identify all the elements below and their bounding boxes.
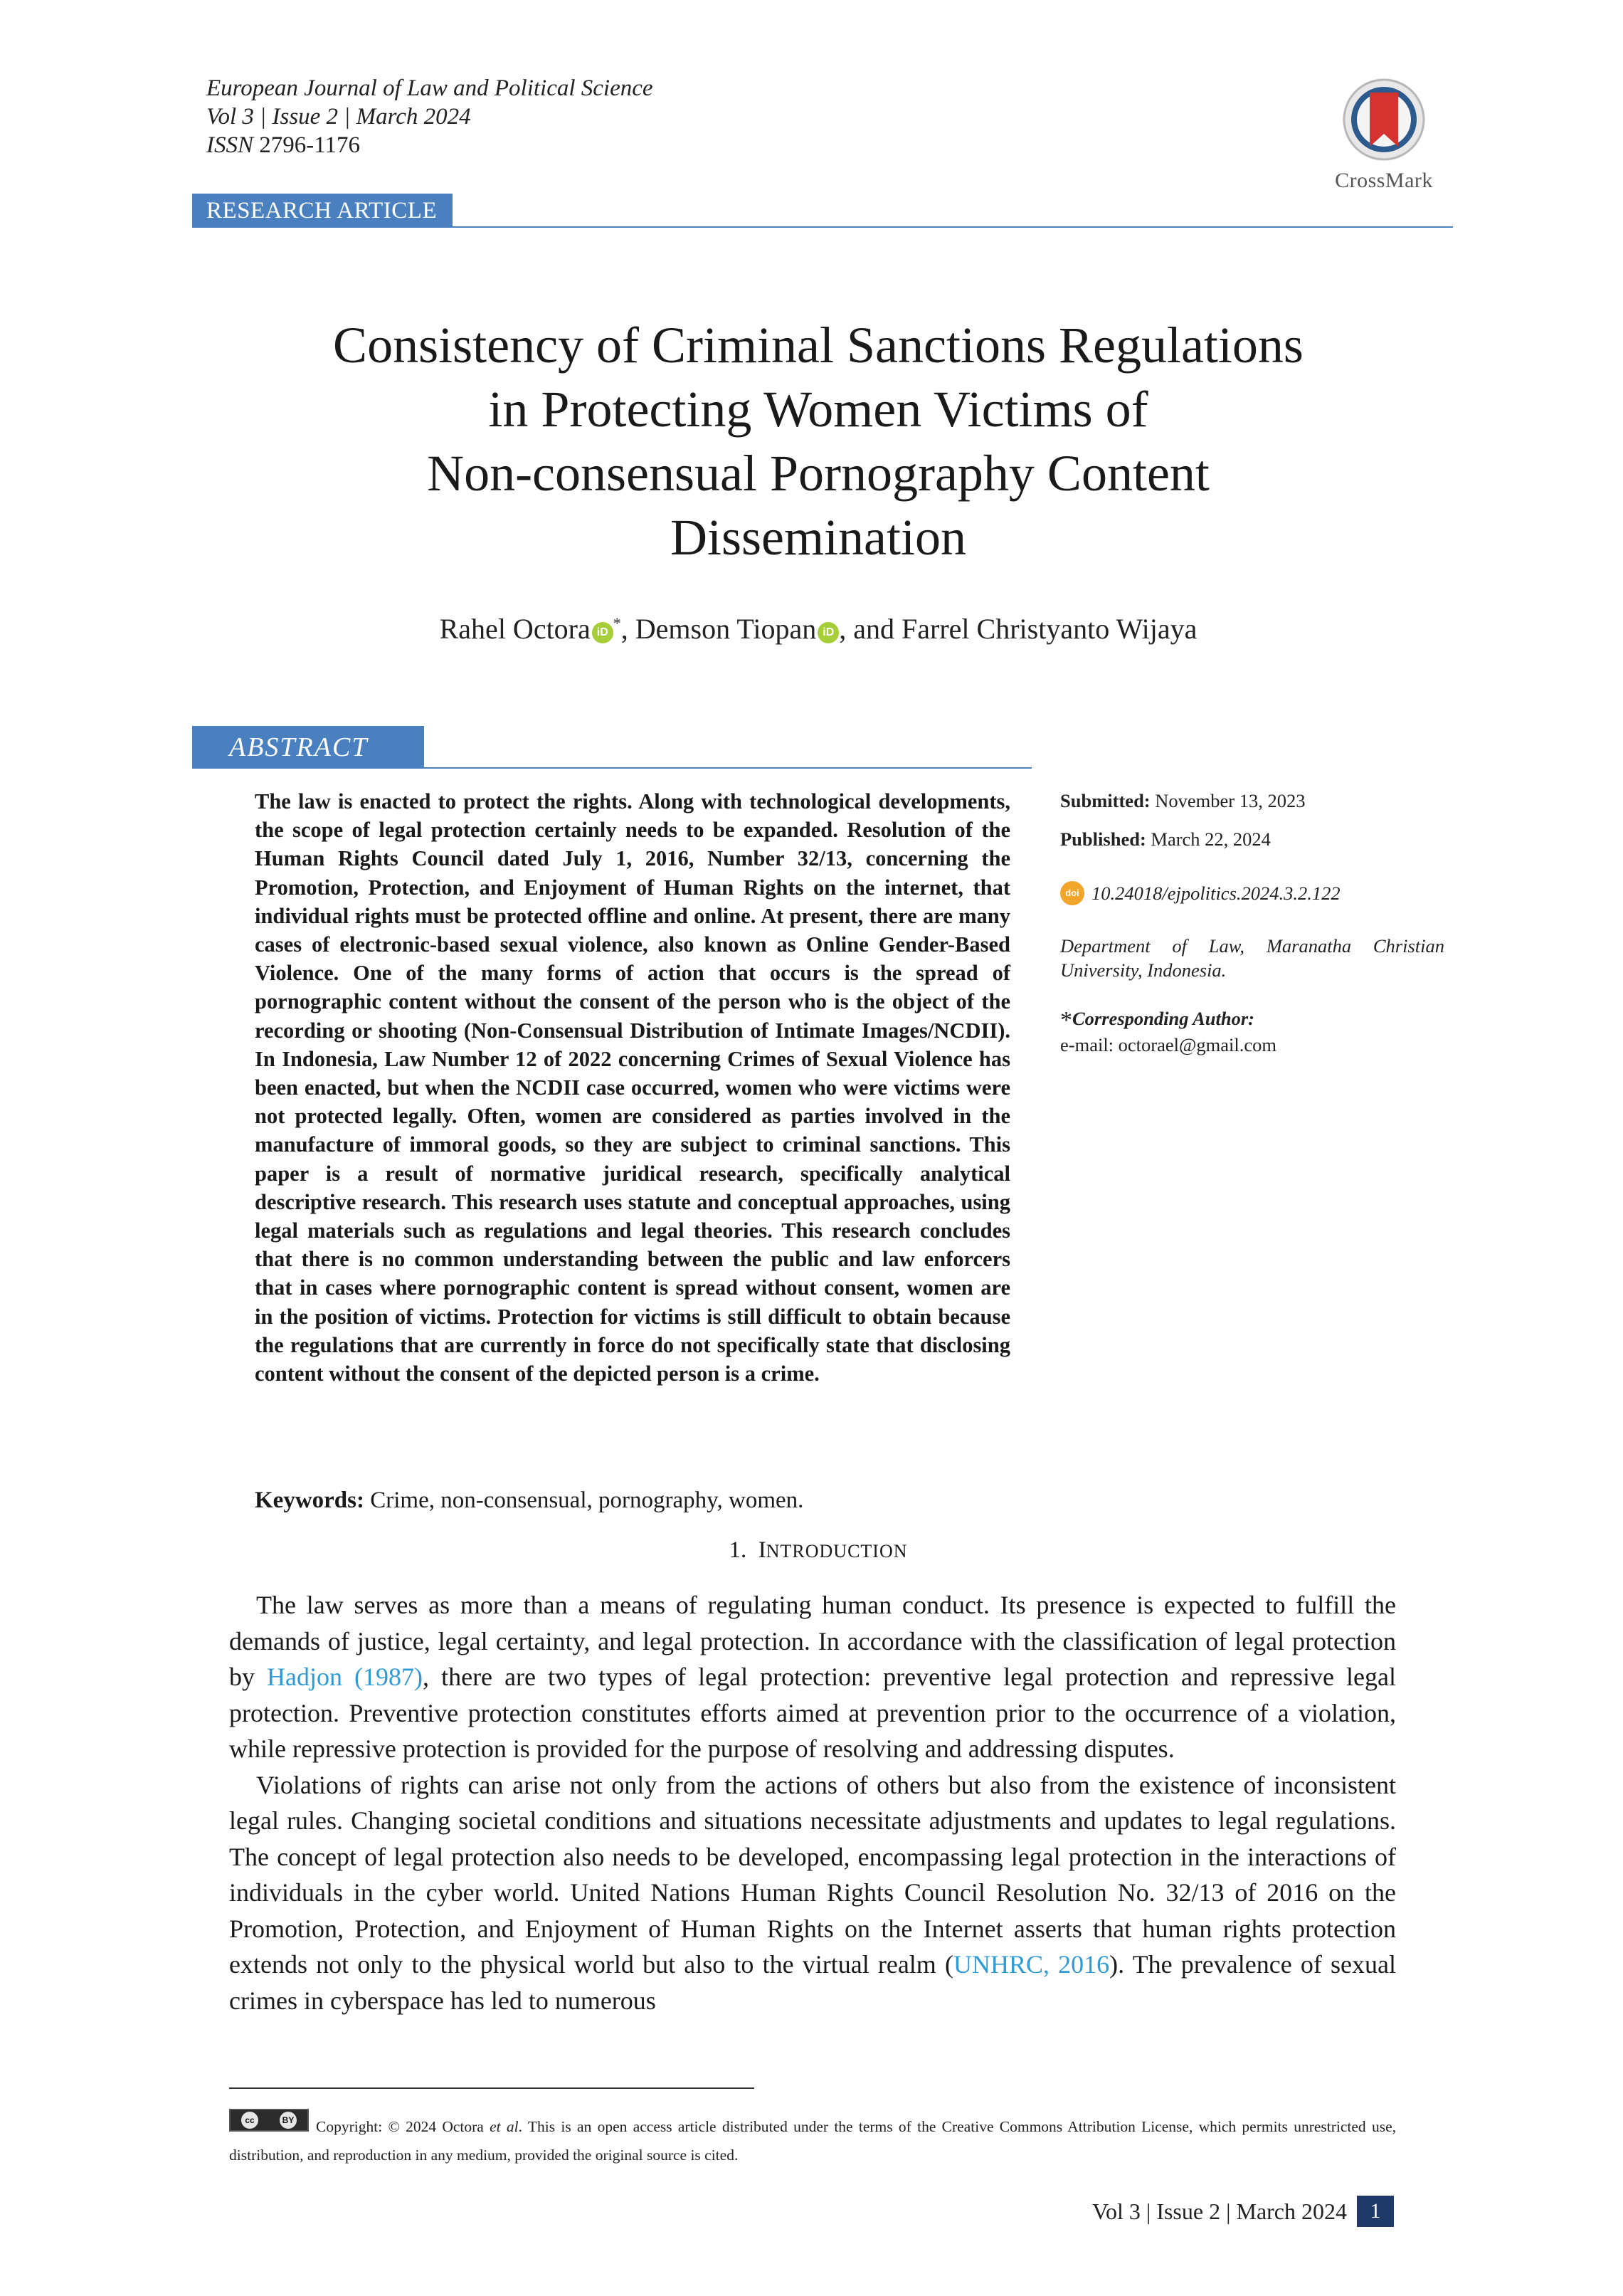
crossmark-label: CrossMark xyxy=(1335,169,1433,192)
paragraph-text: The law serves as more than a means of regulating human conduct. Its presence is expected to fulfill the demands of justice, legal certainty, and legal protection. In accordance with the classification of legal protection by xyxy=(229,1591,1396,1691)
journal-header xyxy=(206,74,653,159)
abstract-divider xyxy=(192,767,1032,769)
author-name: Rahel Octora xyxy=(439,613,591,645)
title-line: Dissemination xyxy=(670,509,966,566)
article-info-sidebar xyxy=(1060,789,1444,1057)
corresponding-asterisk: * xyxy=(1060,1007,1072,1033)
author-list xyxy=(206,612,1430,646)
submitted-value: November 13, 2023 xyxy=(1155,790,1306,811)
doi-link[interactable] xyxy=(1060,881,1444,905)
orcid-icon[interactable]: iD xyxy=(592,622,613,643)
body-text xyxy=(229,1587,1396,2018)
crossmark-logo[interactable] xyxy=(1323,77,1444,193)
citation-link[interactable]: UNHRC, 2016 xyxy=(953,1950,1110,1979)
journal-name: European Journal of Law and Political Science xyxy=(206,75,653,101)
paragraph-text: Violations of rights can arise not only from the actions of others but also from the existence of inconsistent legal rules. Changing societal conditions and situations necessitate adjustments and updates to legal regulations. The concept of legal protection also needs to be developed, encompassing legal protection in the interactions of individuals in the cyber world. United Nations Human Rights Council Resolution No. 32/13 of 2016 on the Promotion, Protection, and Enjoyment of Human Rights on the Internet asserts that human rights protection extends not only to the physical world but also to the virtual realm ( xyxy=(229,1770,1396,1979)
keywords-value: Crime, non-consensual, pornography, women. xyxy=(370,1487,804,1513)
copyright-text: . This is an open access article distributed under the terms of the Creative Commons Attribution License, which permits unrestricted use, distribution, and reproduction in any medium, provided the original source is cited. xyxy=(229,2118,1396,2164)
section-number: 1. xyxy=(729,1537,747,1563)
copyright-notice xyxy=(229,2112,1396,2169)
submitted-label: Submitted: xyxy=(1060,790,1151,811)
doi-text[interactable]: 10.24018/ejpolitics.2024.3.2.122 xyxy=(1091,883,1341,904)
published-value: March 22, 2024 xyxy=(1151,828,1271,850)
page-number: 1 xyxy=(1357,2196,1394,2227)
abstract-heading: ABSTRACT xyxy=(192,726,424,769)
corresponding-mark: * xyxy=(613,614,621,632)
journal-issn xyxy=(206,131,653,159)
keywords-label: Keywords: xyxy=(255,1487,364,1513)
corresponding-author xyxy=(1060,1006,1444,1057)
section-first-letter: I xyxy=(758,1537,766,1563)
crossmark-icon xyxy=(1341,77,1427,162)
keywords xyxy=(255,1487,803,1514)
section-heading xyxy=(206,1537,1430,1564)
copyright-text: Copyright: © 2024 Octora xyxy=(316,2118,490,2135)
footnote-divider xyxy=(229,2087,754,2089)
published-label: Published: xyxy=(1060,828,1146,850)
page-footer xyxy=(1092,2196,1394,2227)
article-title xyxy=(206,313,1430,569)
doi-icon: doi xyxy=(1060,881,1084,905)
corresponding-label: Corresponding Author: xyxy=(1072,1008,1255,1029)
corresponding-email[interactable]: e-mail: octorael@gmail.com xyxy=(1060,1034,1277,1055)
title-line: Consistency of Criminal Sanctions Regulations xyxy=(333,317,1304,374)
journal-volume: Vol 3 | Issue 2 | March 2024 xyxy=(206,104,471,130)
section-title-rest: NTRODUCTION xyxy=(766,1541,908,1562)
paragraph-text: ). The prevalence of sexual crimes in cyberspace has led to numerous xyxy=(229,1950,1396,2015)
submitted-date xyxy=(1060,789,1444,813)
header-divider xyxy=(192,226,1453,228)
title-line: in Protecting Women Victims of xyxy=(488,381,1148,438)
orcid-icon[interactable]: iD xyxy=(818,622,839,643)
issn-label: ISSN xyxy=(206,132,253,158)
paragraph xyxy=(229,1587,1396,1767)
paragraph-text: , there are two types of legal protection: preventive legal protection and repressive legal protection. Preventive protection constitutes efforts aimed at prevention prior to the occurrence of a violation, while repressive protection is provided for the purpose of resolving and addressing disputes. xyxy=(229,1663,1397,1763)
paragraph xyxy=(229,1767,1396,2019)
by-icon: BY xyxy=(280,2112,297,2129)
abstract-text: The law is enacted to protect the rights. Along with technological developments, the scope of legal protection certainly needs to be expanded. Resolution of the Human Rights Council dated July 1, 2016, Number 32/13, concerning the Promotion, Protection, and Enjoyment of Human Rights on the internet, that individual rights must be protected offline and online. At present, there are many cases of electronic-based sexual violence, also known as Online Gender-Based Violence. One of the many forms of action that occurs is the spread of pornographic content without the consent of the person who is the object of the recording or shooting (Non-Consensual Distribution of Intimate Images/NCDII). In Indonesia, Law Number 12 of 2022 concerning Crimes of Sexual Violence has been enacted, but when the NCDII case occurred, women who were victims were not protected legally. Often, women are considered as parties involved in the manufacture of immoral goods, so they are subject to criminal sanctions. This paper is a result of normative juridical research, specifically analytical descriptive research. This research uses statute and conceptual approaches, using legal materials such as regulations and legal theories. This research concludes that there is no common understanding between the public and law enforcers that in cases where pornographic content is spread without consent, women are in the position of victims. Protection for victims is still difficult to obtain because the regulations that are currently in force do not specifically state that disclosing content without the consent of the depicted person is a crime. xyxy=(255,789,1010,1386)
title-line: Non-consensual Pornography Content xyxy=(427,445,1210,502)
author-name: , and Farrel Christyanto Wijaya xyxy=(839,613,1198,645)
citation-link[interactable]: Hadjon (1987) xyxy=(267,1663,423,1691)
copyright-etal: et al xyxy=(490,2118,519,2135)
article-type-badge: RESEARCH ARTICLE xyxy=(192,194,453,228)
affiliation: Department of Law, Maranatha Christian University, Indonesia. xyxy=(1060,935,1444,981)
footer-issue: Vol 3 | Issue 2 | March 2024 xyxy=(1092,2198,1347,2224)
author-name: , Demson Tiopan xyxy=(620,613,817,645)
issn-number: 2796-1176 xyxy=(259,132,361,158)
cc-icon: cc xyxy=(241,2112,258,2129)
published-date xyxy=(1060,827,1444,851)
